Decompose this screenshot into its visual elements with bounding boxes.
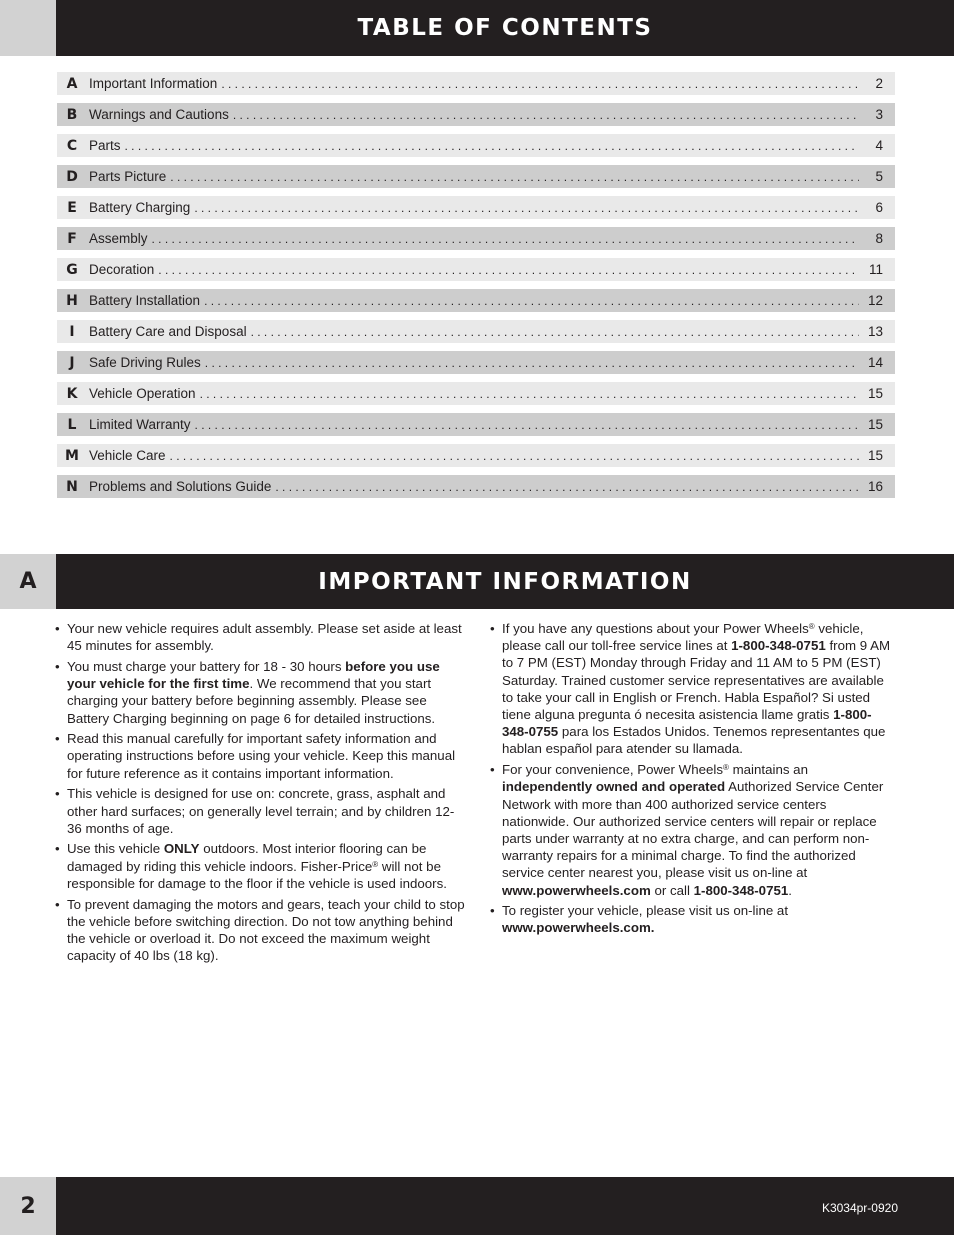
- registered-mark: ®: [372, 859, 379, 869]
- section-header-band: [0, 554, 954, 609]
- toc-label: Parts: [89, 138, 121, 153]
- section-letter-tab: A: [0, 554, 56, 609]
- list-item: • You must charge your battery for 18 - 30 hours before you use your vehicle for the first time. We recommend that you start charging your battery before beginning assembly. Please see Battery Charging beginning on page 6 for detailed instructions.: [53, 658, 465, 727]
- toc-row: [57, 227, 895, 250]
- toc-label: Decoration: [89, 262, 155, 277]
- toc-label: Vehicle Operation: [89, 386, 196, 401]
- toc-tab: [0, 0, 56, 56]
- toc-label: Problems and Solutions Guide: [89, 479, 272, 494]
- toc-leader-dots: [200, 387, 859, 401]
- table-of-contents: [57, 72, 895, 506]
- toc-row: [57, 258, 895, 281]
- toc-page-number: 3: [875, 107, 883, 122]
- toc-leader-dots: [205, 356, 859, 370]
- phone-number: 1-800-348-0755: [502, 707, 872, 740]
- list-item: • Read this manual carefully for important safety information and operating instructions before using your vehicle. Keep this manual for future reference as it contains important information.: [53, 730, 465, 782]
- toc-row: [57, 196, 895, 219]
- toc-letter: G: [66, 261, 78, 278]
- toc-row: [57, 72, 895, 95]
- list-item: • If you have any questions about your Power Wheels® vehicle, please call our toll-free service lines at 1-800-348-0751 from 9 AM to 7 PM (EST) Monday through Friday and 11 AM to 5 PM (EST) Saturday. Trained customer service representatives are available to take your call in English or French. Habla Español? Si usted tiene alguna pregunta ó necesita asistencia llame gratis 1-800-348-0755 para los Estados Unidos. Tenemos representantes que hablan español para atender su llamada.: [488, 620, 896, 758]
- toc-letter: H: [66, 292, 78, 309]
- toc-page-number: 2: [875, 76, 883, 91]
- toc-letter: C: [66, 137, 78, 154]
- toc-label: Battery Installation: [89, 293, 201, 308]
- toc-letter: B: [66, 106, 78, 123]
- toc-row: [57, 444, 895, 467]
- list-item: • This vehicle is designed for use on: concrete, grass, asphalt and other hard surfaces; on generally level terrain; and by children 12-36 months of age.: [53, 785, 465, 837]
- toc-leader-dots: [194, 201, 859, 215]
- toc-page-number: 6: [875, 200, 883, 215]
- footer-band: [0, 1177, 954, 1235]
- toc-leader-dots: [125, 139, 859, 153]
- toc-page-number: 14: [867, 355, 883, 370]
- toc-label: Battery Care and Disposal: [89, 324, 247, 339]
- toc-letter: F: [67, 230, 77, 247]
- toc-label: Warnings and Cautions: [89, 107, 229, 122]
- toc-letter: D: [66, 168, 78, 185]
- toc-leader-dots: [152, 232, 859, 246]
- toc-page-number: 8: [875, 231, 883, 246]
- toc-page-number: 5: [875, 169, 883, 184]
- toc-page-number: 16: [867, 479, 883, 494]
- toc-letter: E: [67, 199, 77, 216]
- toc-page-number: 11: [868, 262, 883, 277]
- toc-letter: K: [66, 385, 78, 402]
- toc-row: [57, 103, 895, 126]
- right-column: [488, 620, 896, 940]
- toc-page-number: 13: [867, 324, 883, 339]
- toc-row: [57, 165, 895, 188]
- list-item: • To prevent damaging the motors and gears, teach your child to stop the vehicle before switching direction. Do not tow anything behind the vehicle or overload it. Do not exceed the maximum weight capacity of 40 lbs (18 kg).: [53, 896, 465, 965]
- website-url: www.powerwheels.com.: [502, 920, 655, 936]
- website-url: www.powerwheels.com: [502, 882, 651, 898]
- document-code: K3034pr-0920: [821, 1201, 898, 1215]
- toc-label: Battery Charging: [89, 200, 191, 215]
- registered-mark: ®: [808, 622, 815, 631]
- toc-label: Vehicle Care: [89, 448, 166, 463]
- toc-row: [57, 320, 895, 343]
- toc-row: [57, 134, 895, 157]
- toc-leader-dots: [221, 77, 859, 91]
- registered-mark: ®: [722, 763, 729, 773]
- toc-leader-dots: [158, 263, 859, 277]
- toc-letter: N: [66, 478, 78, 495]
- toc-letter: J: [69, 354, 75, 371]
- phone-number: 1-800-348-0751: [693, 882, 789, 898]
- toc-page-number: 15: [867, 417, 883, 432]
- footer-bar: [56, 1177, 954, 1235]
- toc-leader-dots: [251, 325, 859, 339]
- phone-number: 1-800-348-0751: [731, 638, 826, 654]
- toc-header-band: [0, 0, 954, 56]
- toc-label: Limited Warranty: [89, 417, 191, 432]
- toc-leader-dots: [195, 418, 859, 432]
- toc-leader-dots: [204, 294, 859, 308]
- toc-letter: A: [66, 75, 78, 92]
- toc-page-number: 4: [875, 138, 883, 153]
- list-item: • To register your vehicle, please visit us on-line at www.powerwheels.com.: [488, 902, 896, 936]
- toc-label: Important Information: [89, 76, 218, 91]
- toc-leader-dots: [233, 108, 859, 122]
- toc-row: [57, 413, 895, 436]
- toc-label: Assembly: [89, 231, 148, 246]
- list-item: • Use this vehicle ONLY outdoors. Most interior flooring can be damaged by riding this vehicle indoors. Fisher-Price® will not be responsible for damage to the floor if the vehicle is used indoors.: [53, 840, 465, 892]
- toc-page-number: 12: [867, 293, 883, 308]
- list-item: • Your new vehicle requires adult assembly. Please set aside at least 45 minutes for assembly.: [53, 620, 465, 654]
- toc-label: Safe Driving Rules: [89, 355, 201, 370]
- toc-page-number: 15: [867, 448, 883, 463]
- toc-row: [57, 289, 895, 312]
- toc-label: Parts Picture: [89, 169, 167, 184]
- toc-row: [57, 475, 895, 498]
- toc-row: [57, 382, 895, 405]
- list-item: • For your convenience, Power Wheels® maintains an independently owned and operated Authorized Service Center Network with more than 400 authorized service centers nationwide. Our authorized service centers will repair or replace parts under warranty at no extra charge, and can perform non-warranty repairs for a minimal charge. To find the authorized service center nearest you, please visit us on-line at www.powerwheels.com or call 1-800-348-0751.: [488, 761, 896, 899]
- toc-letter: I: [69, 323, 75, 340]
- toc-letter: L: [67, 416, 77, 433]
- toc-letter: M: [65, 447, 79, 464]
- toc-leader-dots: [170, 170, 859, 184]
- toc-page-number: 15: [867, 386, 883, 401]
- toc-leader-dots: [170, 449, 859, 463]
- toc-heading: TABLE OF CONTENTS: [56, 0, 954, 56]
- toc-leader-dots: [275, 480, 859, 494]
- left-column: [53, 620, 465, 968]
- toc-row: [57, 351, 895, 374]
- section-heading: IMPORTANT INFORMATION: [56, 554, 954, 609]
- page-number: 2: [0, 1177, 56, 1235]
